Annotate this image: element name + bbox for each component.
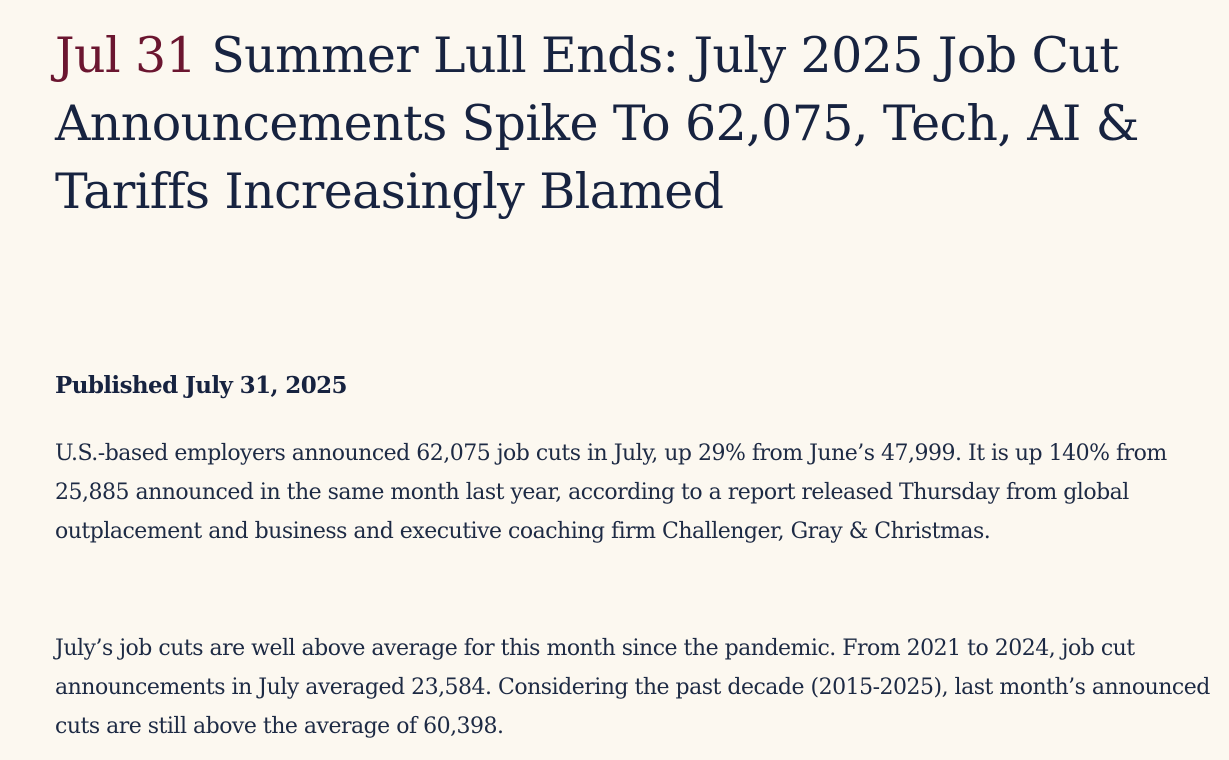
article-title-text: Summer Lull Ends: July 2025 Job Cut Announcements Spike To 62,075, Tech, AI & Tariffs Increasingly Blamed bbox=[55, 27, 1139, 220]
article-date-label: Jul 31 bbox=[55, 27, 197, 84]
article-paragraph-2: July’s job cuts are well above average for this month since the pandemic. From 2021 to 2024, job cut announcements in July averaged 23,584. Considering the past decade (2015-2025), last month’s announced cuts are still above the average of 60,398. bbox=[55, 636, 1210, 739]
article-title-heading bbox=[55, 22, 1205, 226]
published-date: Published July 31, 2025 bbox=[55, 372, 347, 399]
article-paragraph-1: U.S.-based employers announced 62,075 job cuts in July, up 29% from June’s 47,999. It is up 140% from 25,885 announced in the same month last year, according to a report released Thursday from global outplacement and business and executive coaching firm Challenger, Gray & Christmas. bbox=[55, 441, 1167, 544]
